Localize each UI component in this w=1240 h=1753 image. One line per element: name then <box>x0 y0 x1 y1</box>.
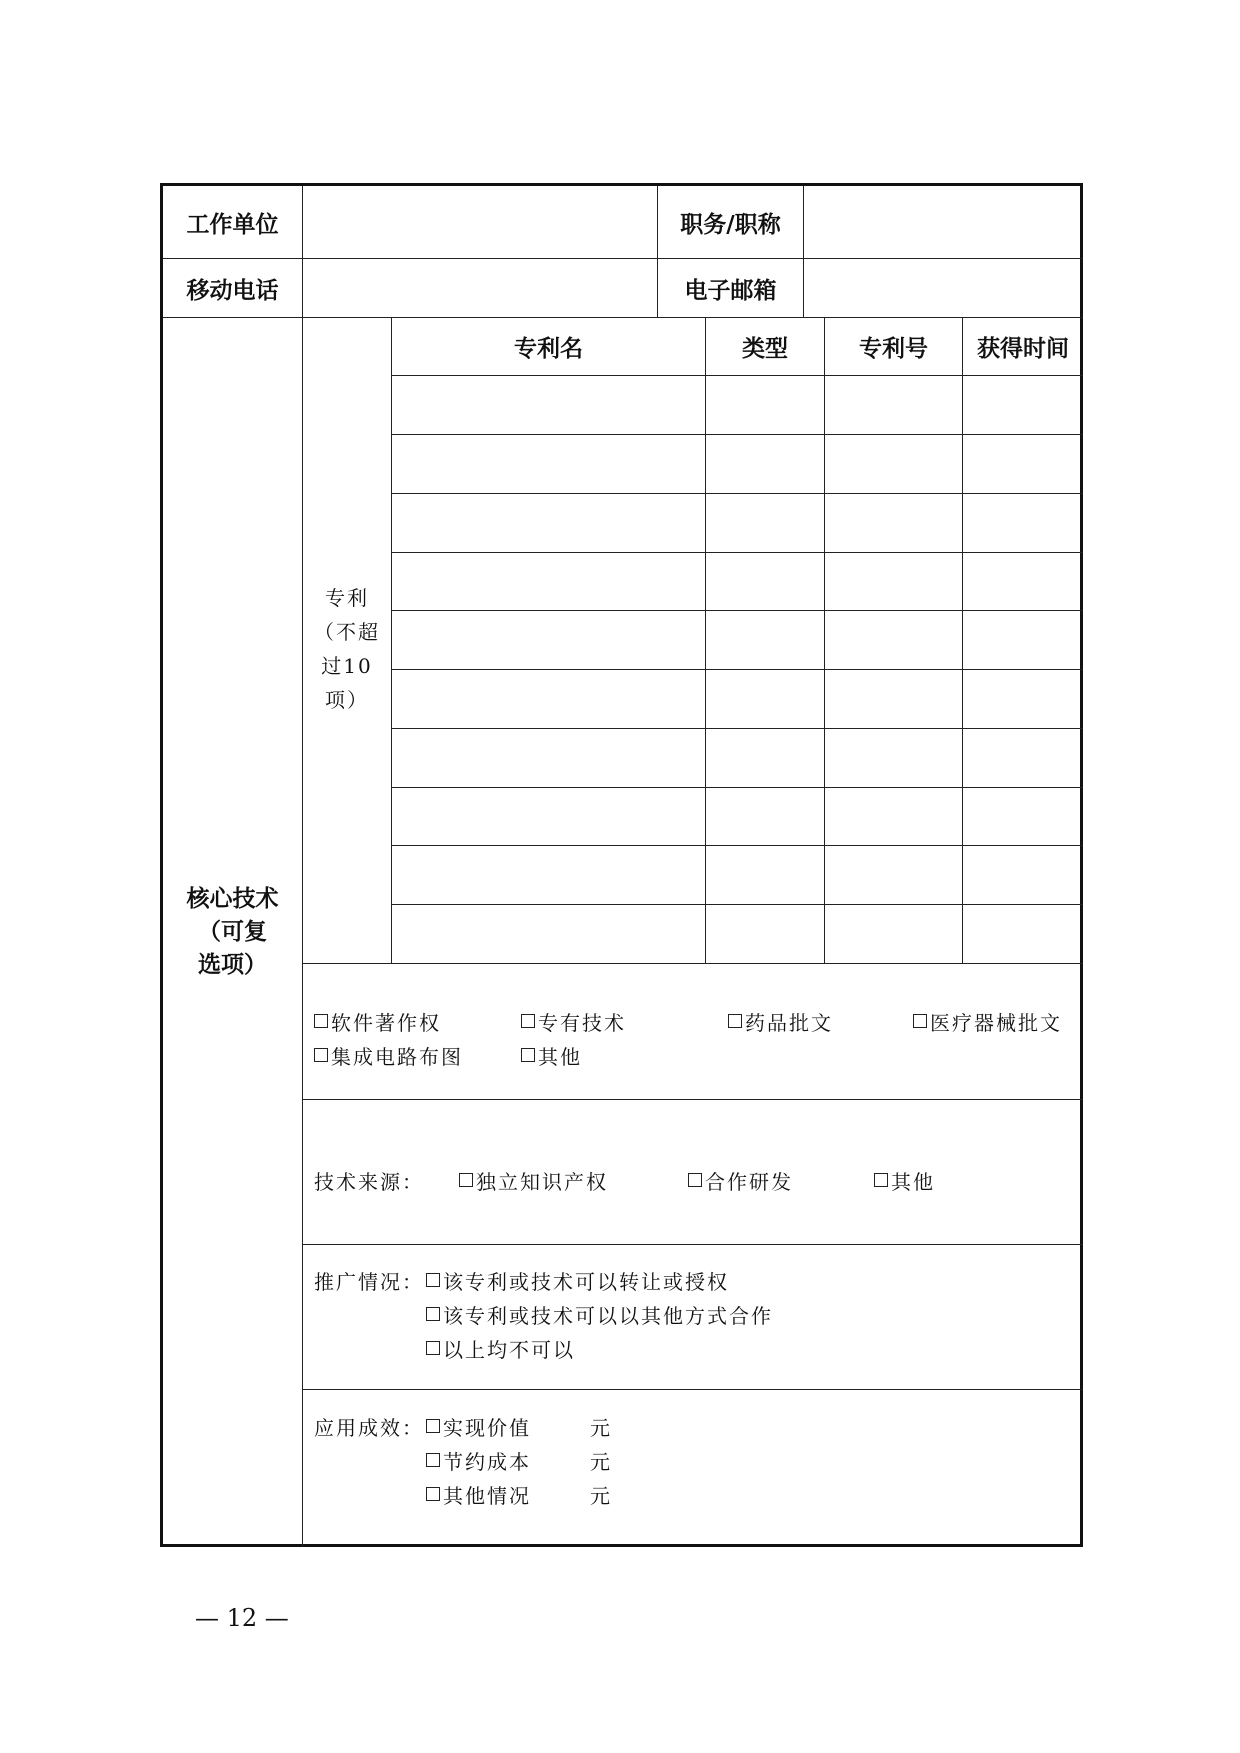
page-number: — 12 — <box>195 1604 289 1632</box>
core-tech-label-line: 核心技术 <box>186 886 279 912</box>
effect-unit: 元 <box>590 1483 612 1508</box>
position-field[interactable] <box>804 186 1083 258</box>
option-label: 其他 <box>891 1169 935 1194</box>
email-label: 电子邮箱 <box>684 277 777 304</box>
divider <box>803 186 804 317</box>
effect-unit: 元 <box>590 1449 612 1474</box>
effect-unit: 元 <box>590 1415 612 1440</box>
option-label: 专有技术 <box>538 1010 626 1035</box>
ip-type-option-ic-layout[interactable] <box>314 1041 521 1070</box>
position-label: 职务/职称 <box>680 211 781 238</box>
checkbox[interactable] <box>426 1273 440 1287</box>
core-tech-label <box>163 883 302 982</box>
checkbox[interactable] <box>913 1014 927 1028</box>
checkbox[interactable] <box>728 1014 742 1028</box>
effect-option-value-realized[interactable] <box>426 1412 590 1441</box>
divider <box>302 317 303 1547</box>
column-header-patent-number: 专利号 <box>859 336 928 362</box>
work-unit-field[interactable] <box>303 186 657 258</box>
patent-label-line: 专利 <box>325 586 369 610</box>
option-label: 软件著作权 <box>331 1010 441 1035</box>
column-header-patent-name: 专利名 <box>514 336 583 362</box>
patent-label-line: 项） <box>325 688 369 712</box>
option-label: 集成电路布图 <box>331 1044 463 1069</box>
checkbox[interactable] <box>426 1307 440 1321</box>
column-header-type: 类型 <box>742 336 788 362</box>
divider <box>302 186 303 317</box>
checkbox[interactable] <box>521 1014 535 1028</box>
checkbox[interactable] <box>459 1173 473 1187</box>
checkbox[interactable] <box>426 1453 440 1467</box>
option-label: 以上均不可以 <box>443 1337 575 1362</box>
mobile-field[interactable] <box>303 259 657 317</box>
patent-row[interactable] <box>392 376 1083 434</box>
ip-type-option-software-copyright[interactable] <box>314 1007 521 1036</box>
column-header-date-obtained: 获得时间 <box>977 336 1069 362</box>
core-tech-label-line: 选项） <box>198 952 267 978</box>
core-tech-label-line: （可复 <box>198 919 267 945</box>
ip-type-option-drug-approval[interactable] <box>728 1007 913 1036</box>
patent-label-line: （不超 <box>314 620 380 644</box>
patent-row[interactable] <box>392 611 1083 669</box>
divider <box>302 1244 1083 1245</box>
checkbox[interactable] <box>314 1048 328 1062</box>
option-label: 其他情况 <box>443 1483 531 1508</box>
checkbox[interactable] <box>688 1173 702 1187</box>
checkbox[interactable] <box>426 1487 440 1501</box>
patent-row[interactable] <box>392 729 1083 787</box>
patent-label <box>303 581 391 717</box>
option-label: 合作研发 <box>705 1169 793 1194</box>
option-label: 医疗器械批文 <box>930 1010 1062 1035</box>
option-label: 独立知识产权 <box>476 1169 608 1194</box>
mobile-label: 移动电话 <box>186 277 279 304</box>
patent-row[interactable] <box>392 788 1083 845</box>
work-unit-label: 工作单位 <box>186 211 279 238</box>
patent-label-line: 过10 <box>321 654 373 678</box>
checkbox[interactable] <box>426 1419 440 1433</box>
promotion-section <box>314 1263 1079 1365</box>
patent-row[interactable] <box>392 494 1083 552</box>
effect-section <box>314 1409 1079 1511</box>
ip-type-option-other[interactable] <box>521 1041 582 1070</box>
tech-source-option-independent[interactable] <box>459 1166 688 1195</box>
effect-option-other[interactable] <box>426 1480 590 1509</box>
tech-source-label: 技术来源： <box>314 1169 424 1194</box>
option-label: 药品批文 <box>745 1010 833 1035</box>
divider <box>302 1099 1083 1100</box>
email-field[interactable] <box>804 259 1083 317</box>
ip-type-option-proprietary-tech[interactable] <box>521 1007 728 1036</box>
divider <box>302 963 1083 964</box>
patent-row[interactable] <box>392 905 1083 963</box>
effect-option-cost-saving[interactable] <box>426 1446 590 1475</box>
option-label: 其他 <box>538 1044 582 1069</box>
ip-type-option-device-approval[interactable] <box>913 1007 1062 1036</box>
divider <box>657 186 658 317</box>
checkbox[interactable] <box>874 1173 888 1187</box>
patent-row[interactable] <box>392 670 1083 728</box>
checkbox[interactable] <box>426 1341 440 1355</box>
ip-type-section <box>314 1004 1079 1072</box>
tech-source-option-other[interactable] <box>874 1166 935 1195</box>
promotion-option-none[interactable] <box>426 1334 575 1363</box>
option-label: 该专利或技术可以转让或授权 <box>443 1269 729 1294</box>
option-label: 实现价值 <box>443 1415 531 1440</box>
promotion-option-other-cooperation[interactable] <box>426 1300 773 1329</box>
option-label: 该专利或技术可以以其他方式合作 <box>443 1303 773 1328</box>
patent-row[interactable] <box>392 435 1083 493</box>
effect-label: 应用成效： <box>314 1415 424 1440</box>
option-label: 节约成本 <box>443 1449 531 1474</box>
checkbox[interactable] <box>521 1048 535 1062</box>
patent-row[interactable] <box>392 846 1083 904</box>
tech-source-option-joint-rd[interactable] <box>688 1166 874 1195</box>
promotion-label: 推广情况： <box>314 1269 424 1294</box>
patent-row[interactable] <box>392 553 1083 610</box>
checkbox[interactable] <box>314 1014 328 1028</box>
divider <box>302 1389 1083 1390</box>
application-form-table <box>160 183 1083 1547</box>
tech-source-section <box>314 1163 1079 1197</box>
promotion-option-transfer[interactable] <box>426 1266 729 1295</box>
